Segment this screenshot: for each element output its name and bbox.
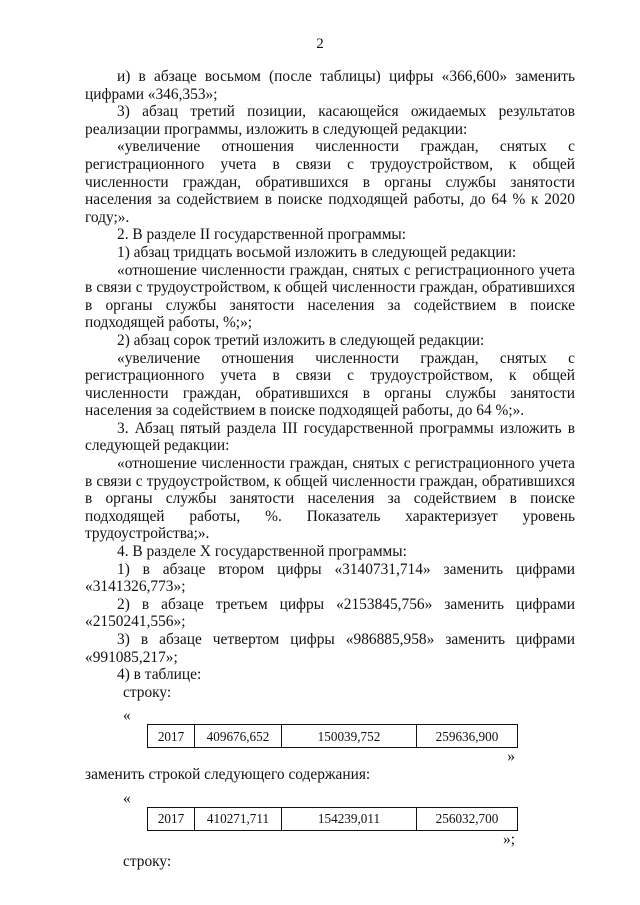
table-row bbox=[148, 807, 518, 830]
new-row-block bbox=[85, 790, 575, 849]
paragraph: «увеличение отношения численности граждан, снятых с регистрационного учета в связи с трудоустройством, к общей численности граждан, обратившихся в органы службы занятости населения за содействием в поиске подходящей работы, до 64 %;». bbox=[85, 349, 575, 420]
paragraph: «отношение численности граждан, снятых с регистрационного учета в связи с трудоустройством, к общей численности граждан, обратившихся в органы службы занятости населения за содействием в поиске подходящей работы, %;»; bbox=[85, 261, 575, 332]
open-quote: « bbox=[123, 789, 131, 807]
table-cell-col2: 154239,011 bbox=[282, 807, 417, 830]
paragraph: 1) абзац тридцать восьмой изложить в следующей редакции: bbox=[117, 243, 517, 261]
paragraph: строку: bbox=[123, 683, 172, 701]
paragraph: и) в абзаце восьмом (после таблицы) цифры «366,600» заменить цифрами «346,353»; bbox=[85, 68, 575, 103]
table-cell-total: 410271,711 bbox=[195, 807, 282, 830]
close-quote: » bbox=[507, 748, 515, 766]
table-cell-total: 409676,652 bbox=[195, 725, 282, 748]
table-row bbox=[148, 725, 518, 748]
document-body bbox=[85, 68, 575, 871]
paragraph: 2) в абзаце третьем цифры «2153845,756» заменить цифрами «2150241,556»; bbox=[85, 595, 575, 631]
open-quote: « bbox=[123, 707, 131, 725]
paragraph: 3) в абзаце четвертом цифры «986885,958» заменить цифрами «991085,217»; bbox=[85, 631, 575, 666]
page-number: 2 bbox=[316, 36, 324, 52]
table-cell-col2: 150039,752 bbox=[282, 725, 417, 748]
old-row-block bbox=[85, 707, 575, 766]
paragraph: 4) в таблице: bbox=[117, 666, 202, 684]
table-cell-col3: 259636,900 bbox=[417, 725, 518, 748]
close-quote: »; bbox=[503, 830, 515, 848]
paragraph: 1) в абзаце втором цифры «3140731,714» заменить цифрами «3141326,773»; bbox=[85, 560, 575, 596]
new-row-table bbox=[147, 807, 518, 831]
paragraph: строку: bbox=[123, 852, 172, 870]
paragraph: 4. В разделе X государственной программы: bbox=[117, 543, 407, 561]
paragraph: 3) абзац третий позиции, касающейся ожидаемых результатов реализации программы, изложить в следующей редакции: bbox=[85, 103, 575, 138]
paragraph: «увеличение отношения численности граждан, снятых с регистрационного учета в связи с трудоустройством, к общей численности граждан, обратившихся в органы службы занятости населения за содействием в поиске подходящей работы, до 64 % к 2020 году;». bbox=[85, 138, 575, 226]
paragraph: 2. В разделе II государственной программы: bbox=[117, 226, 407, 244]
paragraph: 3. Абзац пятый раздела III государственной программы изложить в следующей редакции: bbox=[85, 419, 575, 455]
table-cell-year: 2017 bbox=[148, 725, 195, 748]
paragraph: «отношение численности граждан, снятых с регистрационного учета в связи с трудоустройством, к общей численности граждан, обратившихся в органы службы занятости населения за содействием в поиске подходящей работы, %. Показатель характеризует уровень трудоустройства;». bbox=[85, 455, 575, 543]
table-cell-col3: 256032,700 bbox=[417, 807, 518, 830]
old-row-table bbox=[147, 724, 518, 748]
paragraph: 2) абзац сорок третий изложить в следующей редакции: bbox=[117, 331, 485, 349]
table-cell-year: 2017 bbox=[148, 807, 195, 830]
paragraph: заменить строкой следующего содержания: bbox=[85, 766, 371, 784]
